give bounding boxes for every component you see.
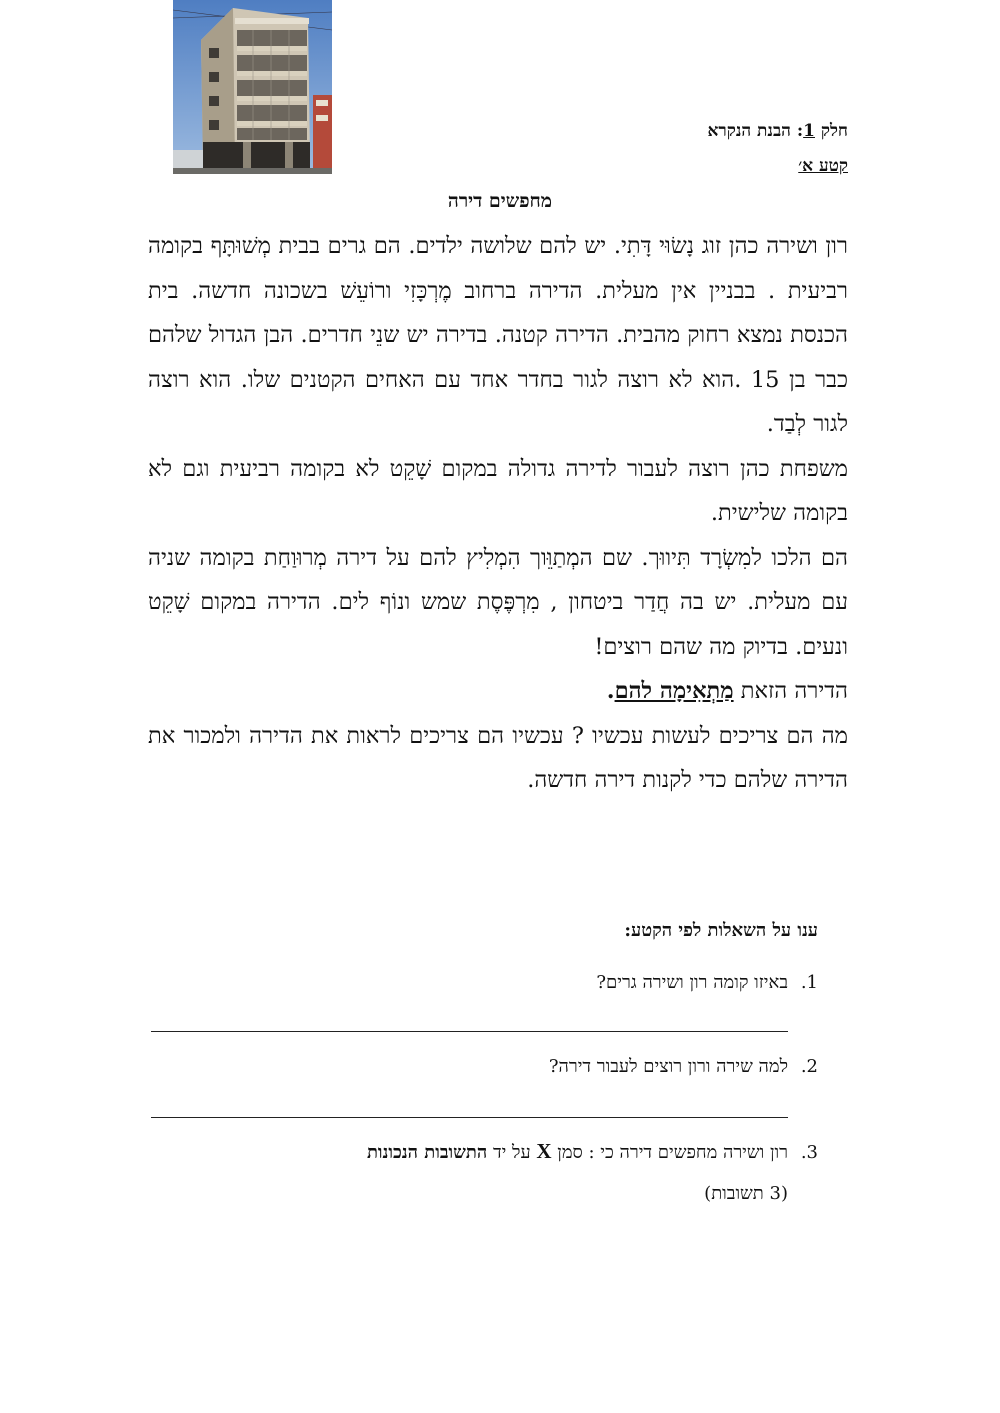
- question-3: 3.רון ושירה מחפשים דירה כי : סמן X על יד התשובות הנכונות: [176, 1137, 818, 1167]
- passage-paragraph-2: משפחת כהן רוצה לעבור לדירה גדולה במקום שָׁקֵט לא בקומה רביעית וגם לא בקומה שלישית.: [148, 455, 848, 526]
- question-2-number: 2.: [800, 1056, 818, 1077]
- passage-paragraph-3: הם הלכו למִשְׂרָד תִּיווּך. שם המְתַוֵּוך הִמְלִיץ להם על דירה מְרוּוַחַת בקומה שניה עם מעלית. יש בה חֲדַר ביטחון , מִרְפֶּסֶת שמש ונוֹף לים. הדירה במקום שָׁקֵט ונעים. בדיוק מה שהם רוצים!: [148, 544, 848, 660]
- question-1: [596, 969, 818, 997]
- question-2: [549, 1053, 818, 1081]
- question-2-text: למה שירה ורון רוצים לעבור דירה?: [548, 1056, 788, 1077]
- section-heading: קטע א׳: [798, 156, 848, 176]
- question-1-number: 1.: [800, 972, 818, 993]
- question-1-text: באיזו קומה רון ושירה גרים?: [596, 972, 788, 993]
- answer-line-1[interactable]: [151, 1031, 788, 1032]
- mark-x: X: [536, 1139, 552, 1163]
- passage-paragraph-4: הדירה הזאת מַתְאִימָה להם.: [606, 678, 848, 704]
- building-photo: [173, 0, 332, 174]
- part-heading: חלק 1: הבנת הנקרא: [707, 121, 848, 141]
- questions-instruction: ענו על השאלות לפי הקטע:: [624, 920, 818, 941]
- correct-answers-emphasis: התשובות הנכונות: [366, 1142, 488, 1163]
- passage-title: מחפשים דירה: [447, 190, 553, 212]
- passage-paragraph-1: רון ושירה כהן זוג נָשׂוּי דָּתִי. יש להם שלושה ילדים. הם גרים בבית מְשׁוּתָּף בקומה רביעית . בבניין אין מעלית. הדירה ברחוב מֶרְכָּזִי ורוֹעֵשׁ בשכונה חדשה. בית הכנסת נמצא רחוק מהבית. הדירה קטנה. בדירה יש שנֵי חדרים. הבן הגדול שלהם כבר בן 15 .הוא לא רוצה לגור בחדר אחד עם האחים הקטנים שלו. הוא רוצה לגור לְבַד.: [148, 233, 848, 437]
- question-3-note: (3 תשובות): [704, 1183, 788, 1204]
- question-3-number: 3.: [800, 1142, 818, 1163]
- reading-passage: [148, 224, 848, 803]
- emphasized-word: מַתְאִימָה להם: [614, 678, 734, 704]
- part-number: 1: [803, 121, 815, 141]
- answer-line-2[interactable]: [151, 1117, 788, 1118]
- passage-paragraph-5: מה הם צריכים לעשות עכשיו ? עכשיו הם צריכים לראות את הדירה ולמכור את הדירה שלהם כדי לקנות דירה חדשה.: [148, 722, 848, 793]
